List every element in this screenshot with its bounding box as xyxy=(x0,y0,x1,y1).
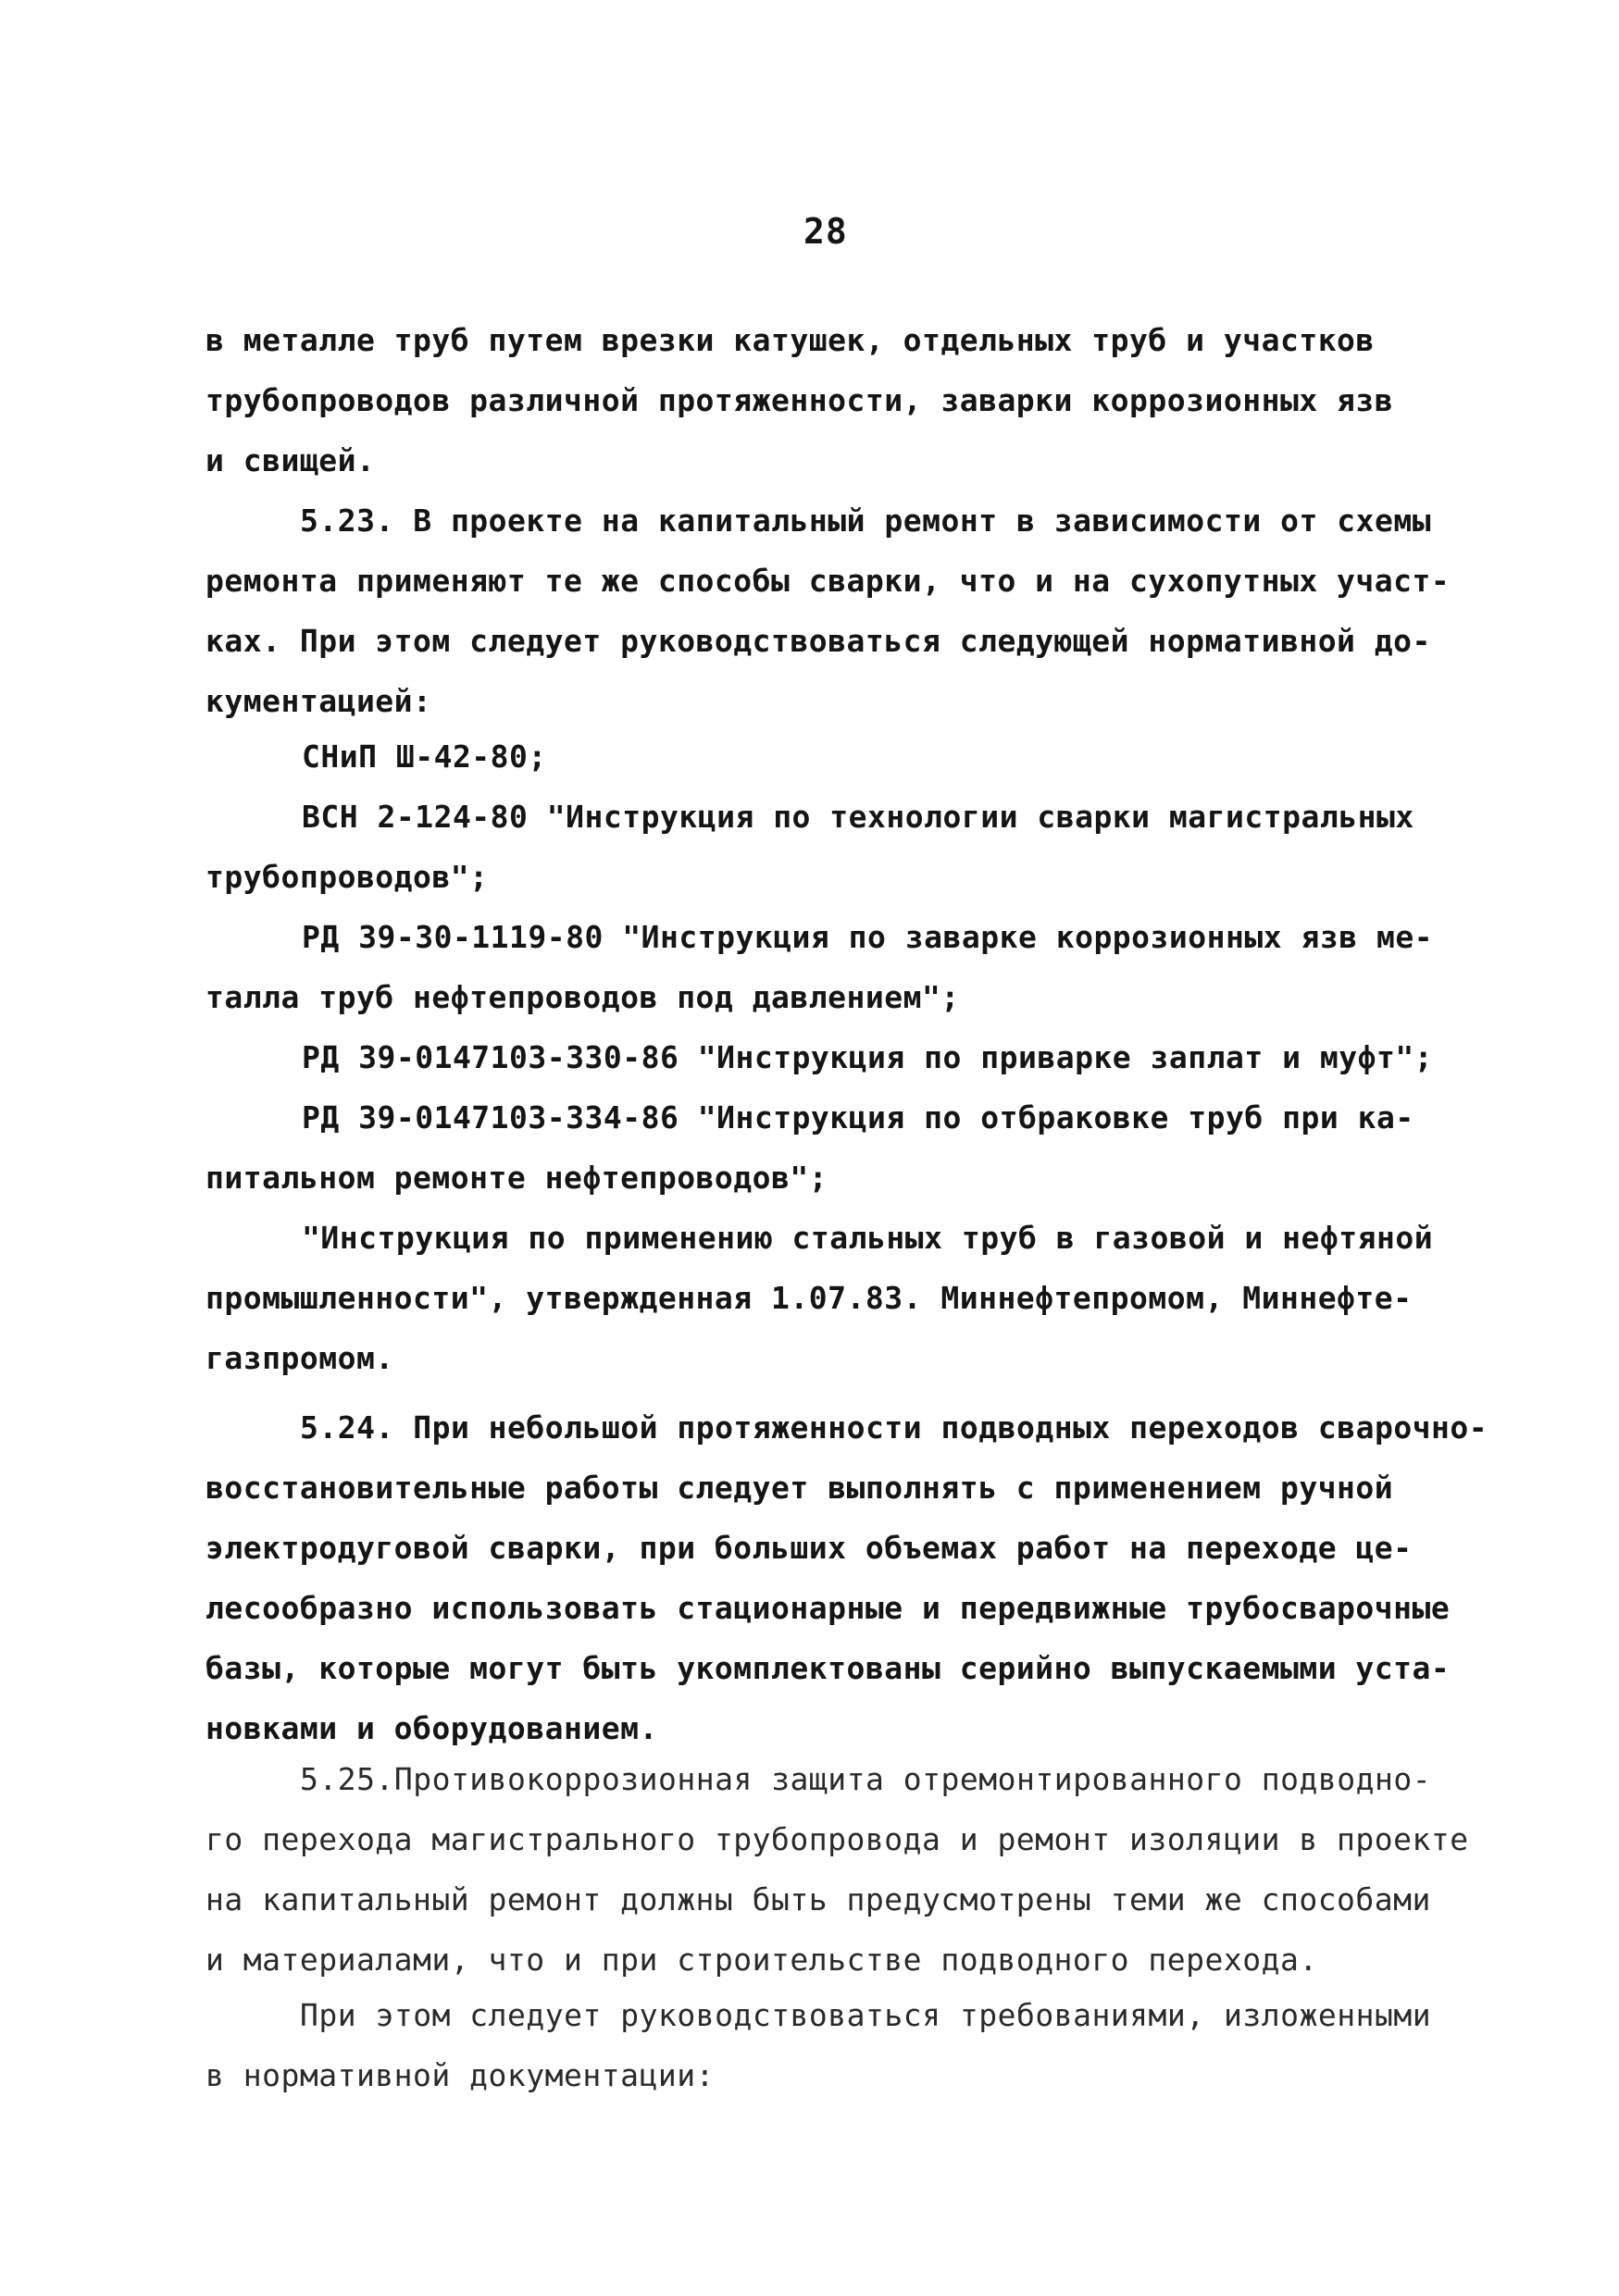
document-item: РД 39-30-1119-80 "Инструкция по заварке коррозионных язв ме- xyxy=(302,919,1434,955)
text-line: ках. При этом следует руководствоваться следующей нормативной до- xyxy=(205,623,1431,659)
text-line: базы, которые могут быть укомплектованы серийно выпускаемыми уста- xyxy=(205,1650,1451,1686)
text-line: 5.25.Противокоррозионная защита отремонтированного подводно- xyxy=(300,1761,1432,1797)
paragraph-5-24 xyxy=(205,1397,1488,1758)
page-number: 28 xyxy=(803,211,848,252)
document-item: РД 39-0147103-334-86 "Инструкция по отбраковке труб при ка- xyxy=(302,1099,1414,1136)
text-line: лесообразно использовать стационарные и передвижные трубосварочные xyxy=(205,1590,1451,1626)
text-line: и материалами, что и при строительстве подводного перехода. xyxy=(205,1942,1318,1978)
normative-documents-list xyxy=(205,726,1455,1388)
document-item-continuation: талла труб нефтепроводов под давлением"; xyxy=(205,979,960,1015)
text-line: электродуговой сварки, при больших объемах работ на переходе це- xyxy=(205,1530,1413,1566)
text-line: новками и оборудованием. xyxy=(205,1710,658,1746)
document-item-continuation: промышленности", утвержденная 1.07.83. Миннефтепромом, Миннефте- xyxy=(205,1280,1413,1316)
text-line: и свищей. xyxy=(205,442,376,478)
text-line: восстановительные работы следует выполнять с применением ручной xyxy=(205,1470,1394,1506)
document-item: "Инструкция по применению стальных труб в газовой и нефтяной xyxy=(302,1220,1434,1256)
text-line: в металле труб путем врезки катушек, отдельных труб и участков xyxy=(205,322,1375,358)
text-line: кументацией: xyxy=(205,683,432,719)
text-line: 5.24. При небольшой протяженности подводных переходов сварочно- xyxy=(300,1409,1488,1446)
document-item-continuation: питальном ремонте нефтепроводов"; xyxy=(205,1160,828,1196)
text-line: в нормативной документации: xyxy=(205,2057,715,2093)
text-line: трубопроводов различной протяженности, заварки коррозионных язв xyxy=(205,382,1394,418)
document-item: СНиП Ш-42-80; xyxy=(302,738,547,775)
text-line: го перехода магистрального трубопровода и ремонт изоляции в проекте xyxy=(205,1821,1469,1857)
intro-paragraph xyxy=(205,310,1455,490)
text-line: 5.23. В проекте на капитальный ремонт в зависимости от схемы xyxy=(300,503,1432,539)
document-item-continuation: трубопроводов"; xyxy=(205,859,489,895)
text-line: ремонта применяют те же способы сварки, что и на сухопутных участ- xyxy=(205,563,1451,599)
document-item: РД 39-0147103-330-86 "Инструкция по приварке заплат и муфт"; xyxy=(302,1039,1434,1075)
document-item: ВСН 2-124-80 "Инструкция по технологии сварки магистральных xyxy=(302,799,1414,835)
text-line: на капитальный ремонт должны быть предусмотрены теми же способами xyxy=(205,1881,1431,1917)
final-paragraph xyxy=(205,1985,1455,2105)
paragraph-5-23 xyxy=(205,490,1455,731)
text-line: При этом следует руководствоваться требованиями, изложенными xyxy=(300,1997,1432,2033)
document-item-continuation: газпромом. xyxy=(205,1340,394,1376)
paragraph-5-25 xyxy=(205,1749,1469,1990)
